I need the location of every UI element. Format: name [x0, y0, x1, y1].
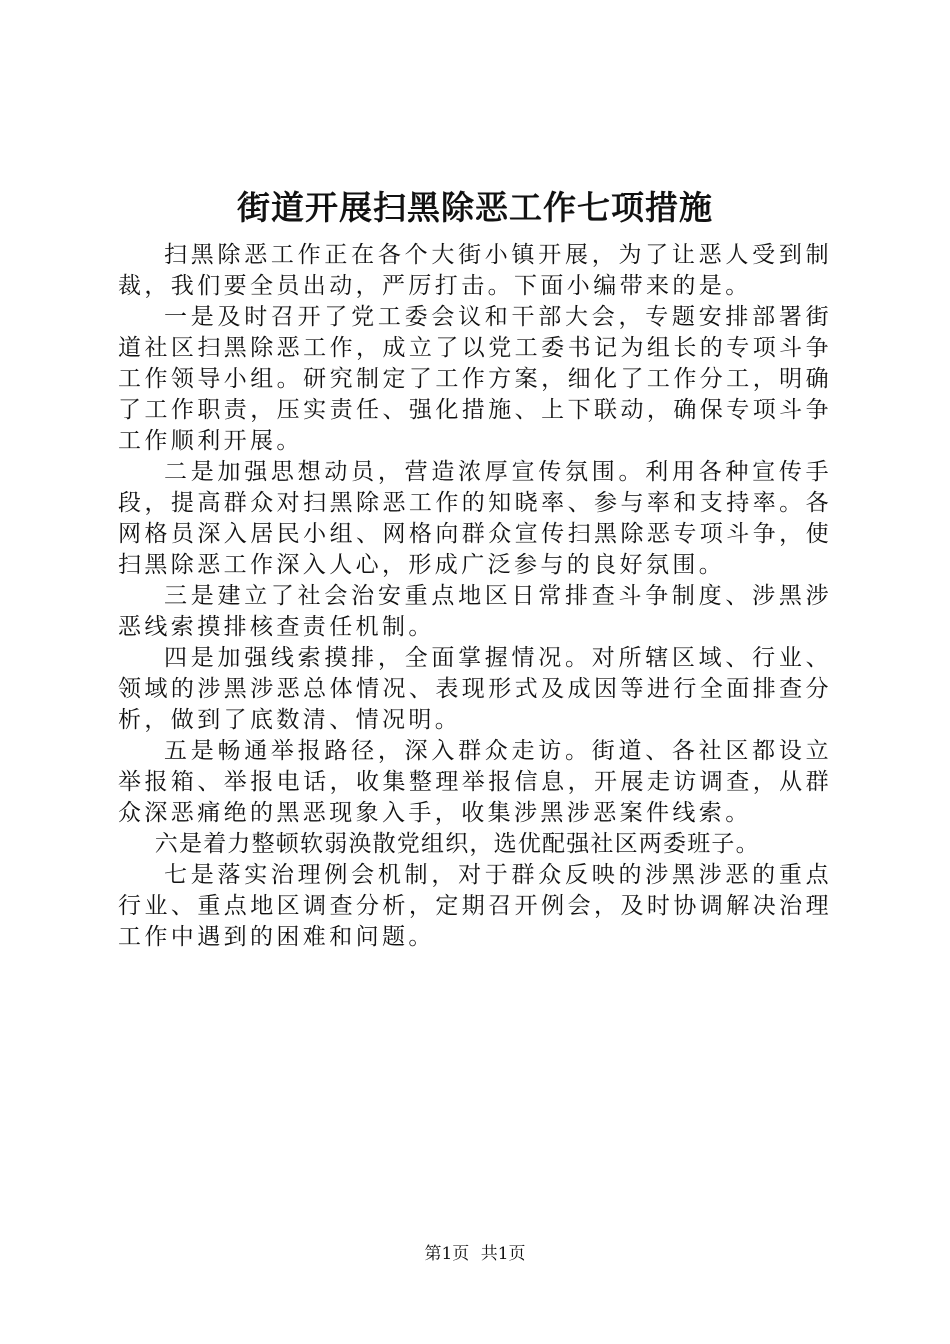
document-body [118, 240, 832, 953]
paragraph-measure-6: 六是着力整顿软弱涣散党组织，选优配强社区两委班子。 [154, 831, 760, 857]
paragraph-measure-1: 一是及时召开了党工委会议和干部大会，专题安排部署街道社区扫黑除恶工作，成立了以党工委书记为组长的专项斗争工作领导小组。研究制定了工作方案，细化了工作分工，明确了工作职责，压实责任、强化措施、上下联动，确保专项斗争工作顺利开展。 [118, 304, 832, 454]
paragraph-measure-3: 三是建立了社会治安重点地区日常排查斗争制度、涉黑涉恶线索摸排核查责任机制。 [118, 583, 832, 640]
paragraph-measure-4: 四是加强线索摸排，全面掌握情况。对所辖区域、行业、领域的涉黑涉恶总体情况、表现形式及成因等进行全面排查分析，做到了底数清、情况明。 [118, 645, 832, 733]
page-number: 第1页 [424, 1244, 470, 1264]
page-count: 共1页 [480, 1244, 526, 1264]
paragraph-measure-5: 五是畅通举报路径，深入群众走访。街道、各社区都设立举报箱、举报电话，收集整理举报信息，开展走访调查，从群众深恶痛绝的黑恶现象入手，收集涉黑涉恶案件线索。 [118, 738, 832, 826]
paragraph-intro: 扫黑除恶工作正在各个大街小镇开展，为了让恶人受到制裁，我们要全员出动，严厉打击。下面小编带来的是。 [118, 242, 832, 299]
page-footer [0, 1242, 950, 1266]
document-title: 街道开展扫黑除恶工作七项措施 [237, 188, 713, 227]
paragraph-measure-7: 七是落实治理例会机制，对于群众反映的涉黑涉恶的重点行业、重点地区调查分析，定期召开例会，及时协调解决治理工作中遇到的困难和问题。 [118, 862, 832, 950]
paragraph-measure-2: 二是加强思想动员，营造浓厚宣传氛围。利用各种宣传手段，提高群众对扫黑除恶工作的知晓率、参与率和支持率。各网格员深入居民小组、网格向群众宣传扫黑除恶专项斗争，使扫黑除恶工作深入人心，形成广泛参与的良好氛围。 [118, 459, 832, 578]
